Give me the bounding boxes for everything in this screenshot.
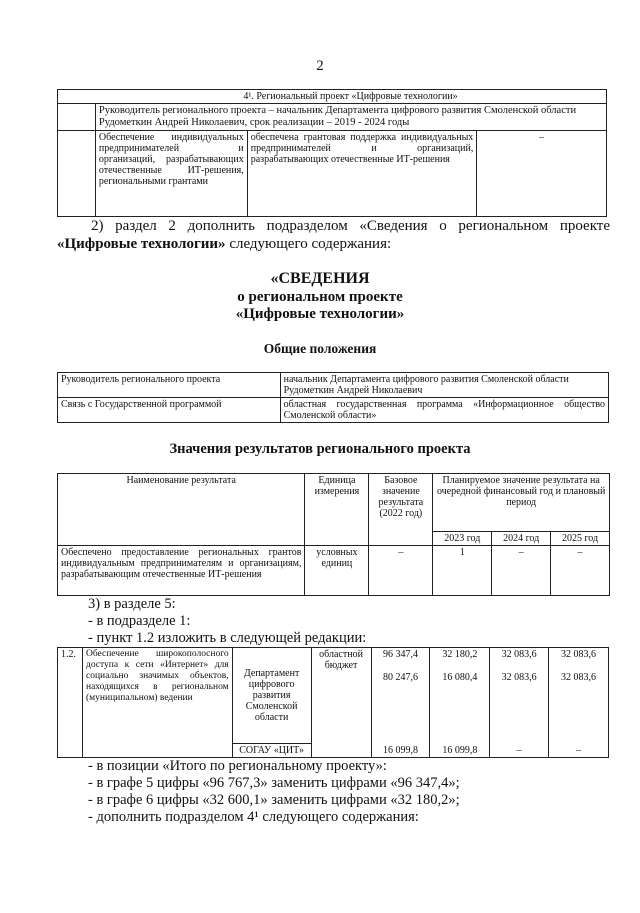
total-values <box>371 648 430 758</box>
y2023-values <box>430 648 490 758</box>
y2023-value: 32 180,2 <box>442 649 478 660</box>
item-description: Обеспечение широкополосного доступа к сети «Интернет» для социально значимых объектов, находящихся в региональном (муниципальном) ведении <box>82 648 232 758</box>
general-label: Руководитель регионального проекта <box>58 373 281 398</box>
column5-line: - в графе 5 цифры «96 767,3» заменить цифрами «96 347,4»; <box>88 775 460 791</box>
subsection1-line: - в подразделе 1: <box>88 613 191 629</box>
general-table <box>57 372 609 423</box>
item-number: 1.2. <box>58 648 83 758</box>
result-name: Обеспечено предоставление региональных грантов индивидуальным предпринимателям и организациям, разрабатывающим отечественные ИТ-решения <box>58 546 305 596</box>
col-base-header: Базовое значение результата (2022 год) <box>369 474 433 546</box>
y2023-value: 16 099,8 <box>442 745 478 756</box>
executor-department: Департамент цифрового развития Смоленской области <box>232 648 311 744</box>
intro-line-2 <box>57 235 610 253</box>
intro-bold-title: «Цифровые технологии» <box>57 236 226 252</box>
project-header: 4¹. Региональный проект «Цифровые технологии» <box>58 90 607 104</box>
col-unit-header: Единица измерения <box>305 474 369 546</box>
project-leader-row: Руководитель регионального проекта – начальник Департамента цифрового развития Смоленской области Рудометкин Андрей Николаевич, срок реализации – 2019 - 2024 годы <box>95 104 606 131</box>
task-cell: Обеспечение индивидуальных предпринимателей и организаций, разрабатывающих отечественные ИТ-решения, региональными грантами <box>95 131 247 217</box>
total-position-line: - в позиции «Итого по региональному проекту»: <box>88 758 387 774</box>
effect-cell: обеспечена грантовая поддержка индивидуальных предпринимателей и организаций, разрабатывающих отечественные ИТ-решения <box>247 131 477 217</box>
title-line-1: «СВЕДЕНИЯ <box>270 270 370 287</box>
y2024-value: – <box>516 745 522 756</box>
empty-cell <box>58 131 96 217</box>
total-value: 16 099,8 <box>382 745 418 756</box>
project-table <box>57 89 607 217</box>
item-12-line: - пункт 1.2 изложить в следующей редакции: <box>88 630 367 646</box>
results-heading: Значения результатов регионального проекта <box>169 441 471 457</box>
intro-line-1: 2) раздел 2 дополнить подразделом «Сведения о региональном проекте <box>91 218 610 234</box>
result-base: – <box>369 546 433 596</box>
column6-line: - в графе 6 цифры «32 600,1» заменить цифрами «32 180,2»; <box>88 792 460 808</box>
results-table <box>57 473 610 596</box>
year-header: 2023 год <box>433 532 492 546</box>
result-2023: 1 <box>433 546 492 596</box>
result-2025: – <box>551 546 610 596</box>
y2023-value: 16 080,4 <box>442 672 478 683</box>
y2024-values <box>490 648 549 758</box>
result-unit: условных единиц <box>305 546 369 596</box>
empty-cell <box>58 104 96 131</box>
intro-paragraph <box>57 217 610 253</box>
executor-citdept: СОГАУ «ЦИТ» <box>232 744 311 758</box>
general-value: начальник Департамента цифрового развития Смоленской области Рудометкин Андрей Николаевич <box>280 373 608 398</box>
add-subsection-line: - дополнить подразделом 4¹ следующего содержания: <box>88 809 419 825</box>
y2024-value: 32 083,6 <box>501 672 537 683</box>
total-value: 96 347,4 <box>382 649 418 660</box>
funding-source: областной бюджет <box>311 648 371 758</box>
item-12-table <box>57 647 609 758</box>
y2024-value: 32 083,6 <box>501 649 537 660</box>
general-heading: Общие положения <box>263 341 377 356</box>
general-value: областная государственная программа «Информационное общество Смоленской области» <box>280 398 608 423</box>
title-line-2: о региональном проекте <box>237 289 403 305</box>
total-value: 80 247,6 <box>382 672 418 683</box>
y2025-values <box>549 648 609 758</box>
year-header: 2025 год <box>551 532 610 546</box>
y2025-value: 32 083,6 <box>561 672 597 683</box>
col-plan-header: Планируемое значение результата на очередной финансовый год и плановый период <box>433 474 610 532</box>
y2025-value: 32 083,6 <box>561 649 597 660</box>
y2025-value: – <box>576 745 582 756</box>
intro-rest: следующего содержания: <box>225 236 392 252</box>
year-header: 2024 год <box>492 532 551 546</box>
col-name-header: Наименование результата <box>58 474 305 546</box>
link-cell: – <box>477 131 607 217</box>
title-line-3: «Цифровые технологии» <box>235 306 405 322</box>
result-2024: – <box>492 546 551 596</box>
section5-line: 3) в разделе 5: <box>88 596 176 612</box>
general-label: Связь с Государственной программой <box>58 398 281 423</box>
page-number: 2 <box>316 58 324 74</box>
